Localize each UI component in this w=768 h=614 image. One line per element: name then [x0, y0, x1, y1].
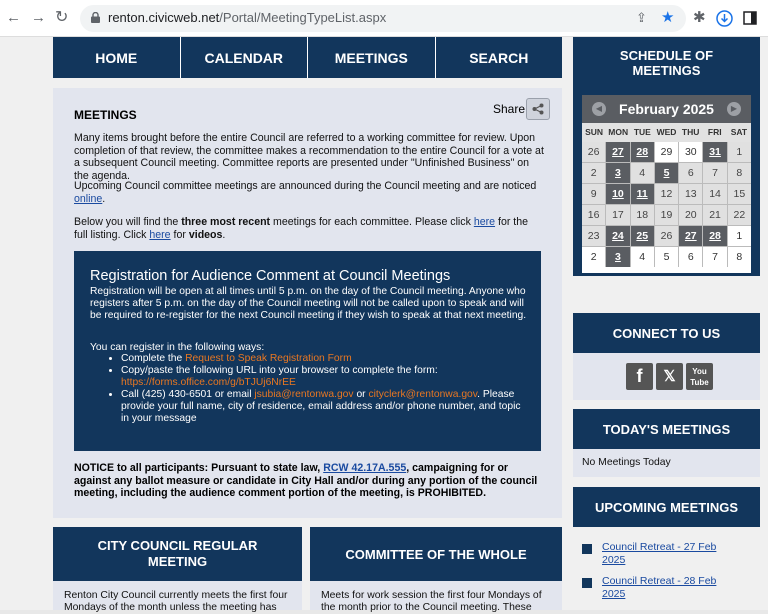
- calendar-month: February 2025: [619, 101, 714, 117]
- calendar-day-meeting[interactable]: 3: [606, 247, 629, 267]
- back-arrow-icon[interactable]: ←: [6, 9, 21, 26]
- calendar-day: 15: [728, 184, 751, 204]
- email-cityclerk-link[interactable]: cityclerk@rentonwa.gov: [368, 389, 478, 400]
- calendar-day: 7: [703, 247, 726, 267]
- calendar-widget: [582, 95, 751, 273]
- calendar-day: 22: [728, 205, 751, 225]
- address-bar[interactable]: [80, 5, 686, 32]
- sidebar-toggle-icon[interactable]: [743, 11, 757, 25]
- dow-fri: FRI: [707, 127, 722, 137]
- registration-box: [74, 251, 541, 451]
- calendar-day-meeting[interactable]: 27: [679, 226, 702, 246]
- calendar-day-meeting[interactable]: 28: [631, 142, 654, 162]
- below-copy-1: Below you will find the: [74, 216, 179, 228]
- calendar-day: 5: [655, 247, 678, 267]
- calendar-day: 17: [606, 205, 629, 225]
- nav-meetings[interactable]: MEETINGS: [308, 37, 436, 78]
- announced-period: .: [102, 192, 106, 205]
- youtube-icon[interactable]: [686, 363, 713, 390]
- download-icon[interactable]: [716, 10, 733, 27]
- below-copy-3: for the full listing. Click: [74, 216, 529, 241]
- lock-icon: [91, 12, 100, 23]
- registration-options: [107, 353, 527, 425]
- announced-copy: Upcoming Council committee meetings are announced during the Council meeting and are noticed: [74, 180, 537, 192]
- notice-text: [74, 462, 544, 500]
- committee-whole-text: Meets for work session the first four Mondays of the month prior to the Council meeting. These: [310, 581, 562, 610]
- calendar-day: 4: [631, 247, 654, 267]
- option-url: [121, 365, 527, 389]
- facebook-icon[interactable]: f: [626, 363, 653, 390]
- connect-header: CONNECT TO US: [573, 313, 760, 353]
- page-title: MEETINGS: [74, 108, 137, 122]
- calendar-header: [582, 95, 751, 123]
- next-month-icon[interactable]: ▶: [727, 102, 741, 116]
- share-page-icon[interactable]: ⇪: [636, 10, 647, 25]
- calendar-weekdays: [582, 123, 751, 142]
- option-call-or: or: [356, 389, 366, 400]
- page-body: [0, 37, 768, 613]
- url-path: /Portal/MeetingTypeList.aspx: [219, 10, 387, 25]
- browser-toolbar: [0, 0, 768, 37]
- todays-meetings-text: No Meetings Today: [573, 449, 760, 477]
- calendar-day: 19: [655, 205, 678, 225]
- online-link[interactable]: online: [74, 192, 103, 205]
- calendar-grid: [582, 142, 751, 267]
- below-text: [74, 216, 544, 241]
- calendar-day: 20: [679, 205, 702, 225]
- extensions-icon[interactable]: ✱: [693, 9, 706, 26]
- notice-post: , campaigning for or against any ballot measure or candidate in City Hall and/or during any portion of the council meeting, including the audience comment portion of the meeting, is PROHIBITED.: [74, 462, 538, 500]
- prev-month-icon[interactable]: ◀: [592, 102, 606, 116]
- videos-bold: videos: [188, 228, 223, 241]
- share-button[interactable]: [526, 98, 550, 120]
- dow-tue: TUE: [633, 127, 651, 137]
- registration-title: Registration for Audience Comment at Council Meetings: [90, 268, 451, 284]
- calendar-day: 30: [679, 142, 702, 162]
- calendar-day-meeting[interactable]: 31: [703, 142, 726, 162]
- x-twitter-icon[interactable]: 𝕏: [656, 363, 683, 390]
- schedule-title: SCHEDULE OF MEETINGS: [573, 42, 760, 84]
- calendar-day: 2: [582, 163, 605, 183]
- committee-whole-header[interactable]: COMMITTEE OF THE WHOLE: [310, 527, 562, 581]
- share-icon: [532, 103, 544, 115]
- bookmark-star-icon[interactable]: ★: [661, 9, 675, 26]
- calendar-day: 12: [655, 184, 678, 204]
- below-copy-2: meetings for each committee. Please click: [273, 216, 471, 228]
- url-host: renton.civicweb.net: [108, 10, 220, 25]
- calendar-day: 18: [631, 205, 654, 225]
- calendar-day-meeting[interactable]: 24: [606, 226, 629, 246]
- calendar-day: 1: [728, 226, 751, 246]
- council-regular-text: Renton City Council currently meets the first four Mondays of the month unless the meeting has: [53, 581, 302, 610]
- calendar-day-meeting[interactable]: 5: [655, 163, 678, 183]
- option-call-post: . Please provide your full name, city of residence, email address and/or phone number, and topic in your message: [121, 389, 521, 424]
- calendar-day-meeting[interactable]: 27: [606, 142, 629, 162]
- calendar-day: 8: [728, 163, 751, 183]
- intro-text: Many items brought before the entire Council are referred to a working committee for review. Upon completion of that review, the committee makes a recommendation to the entire Council for a vote at a subsequent Council meeting. Committee reports are presented under "Unfinished Business" on the agenda.: [74, 132, 544, 182]
- nav-calendar[interactable]: CALENDAR: [181, 37, 309, 78]
- calendar-day: 6: [679, 163, 702, 183]
- calendar-day-meeting[interactable]: 3: [606, 163, 629, 183]
- upcoming-meetings-header: UPCOMING MEETINGS: [573, 487, 760, 527]
- calendar-day: 6: [679, 247, 702, 267]
- calendar-day: 8: [728, 247, 751, 267]
- calendar-day-meeting[interactable]: 28: [703, 226, 726, 246]
- reload-icon[interactable]: ↻: [55, 9, 69, 26]
- calendar-day: 4: [631, 163, 654, 183]
- youtube-tube: Tube: [690, 378, 709, 387]
- calendar-day: 1: [728, 142, 751, 162]
- forward-arrow-icon[interactable]: →: [31, 9, 46, 26]
- registration-form-link[interactable]: Request to Speak Registration Form: [185, 353, 352, 364]
- option-form: [121, 353, 527, 365]
- nav-home[interactable]: HOME: [53, 37, 181, 78]
- url-text: [108, 10, 386, 25]
- option-call: [121, 389, 527, 425]
- calendar-day: 16: [582, 205, 605, 225]
- calendar-day: 14: [703, 184, 726, 204]
- calendar-day: 13: [679, 184, 702, 204]
- below-period: .: [222, 228, 226, 241]
- main-nav: [53, 37, 562, 78]
- calendar-day: 2: [582, 247, 605, 267]
- todays-meetings-header: TODAY'S MEETINGS: [573, 409, 760, 449]
- below-copy-4: for: [173, 228, 186, 241]
- videos-link[interactable]: here: [149, 228, 171, 241]
- calendar-day: 26: [655, 226, 678, 246]
- bullet-square-icon: [582, 544, 592, 554]
- calendar-day: 23: [582, 226, 605, 246]
- announced-text: [74, 180, 544, 205]
- council-regular-header[interactable]: CITY COUNCIL REGULAR MEETING: [53, 527, 302, 581]
- calendar-day: 9: [582, 184, 605, 204]
- nav-search[interactable]: SEARCH: [469, 49, 529, 66]
- email-jsubia-link[interactable]: jsubia@rentonwa.gov: [254, 389, 354, 400]
- calendar-day-meeting[interactable]: 10: [606, 184, 629, 204]
- dow-mon: MON: [608, 127, 629, 137]
- registration-ways: You can register in the following ways:: [90, 342, 265, 353]
- dow-sun: SUN: [585, 127, 604, 137]
- option-form-text: Complete the: [121, 353, 183, 364]
- bullet-square-icon: [582, 578, 592, 588]
- upcoming-link-1[interactable]: Council Retreat - 27 Feb 2025: [602, 541, 717, 566]
- calendar-day: 29: [655, 142, 678, 162]
- option-url-text: Copy/paste the following URL into your browser to complete the form:: [121, 365, 438, 376]
- option-call-text: Call (425) 430-6501 or email: [121, 389, 252, 400]
- below-bold: three most recent: [181, 216, 271, 228]
- calendar-day: 26: [582, 142, 605, 162]
- calendar-day: 7: [703, 163, 726, 183]
- registration-body: Registration will be open at all times until 5 p.m. on the day of the Council meeting. Anyone who registers after 5 p.m. on the day of the Council meeting will not be called upon to speak and will be required to re-register for the next Council meeting if they wish to speak at that next meeting.: [90, 286, 527, 321]
- calendar-day-meeting[interactable]: 11: [631, 184, 654, 204]
- upcoming-link-2[interactable]: Council Retreat - 28 Feb 2025: [602, 575, 717, 600]
- calendar-day-meeting[interactable]: 25: [631, 226, 654, 246]
- meetings-panel: [53, 88, 562, 518]
- dow-wed: WED: [656, 127, 677, 137]
- forms-url-link[interactable]: https://forms.office.com/g/bTJUj6NrEE: [121, 377, 296, 388]
- dow-sat: SAT: [730, 127, 748, 137]
- youtube-you: You: [692, 367, 707, 376]
- notice-pre: NOTICE to all participants: Pursuant to state law,: [74, 462, 321, 474]
- calendar-day: 21: [703, 205, 726, 225]
- share-label: Share: [493, 102, 526, 116]
- full-listing-link[interactable]: here: [473, 216, 496, 228]
- rcw-link[interactable]: RCW 42.17A.555: [323, 462, 407, 474]
- dow-thu: THU: [681, 127, 700, 137]
